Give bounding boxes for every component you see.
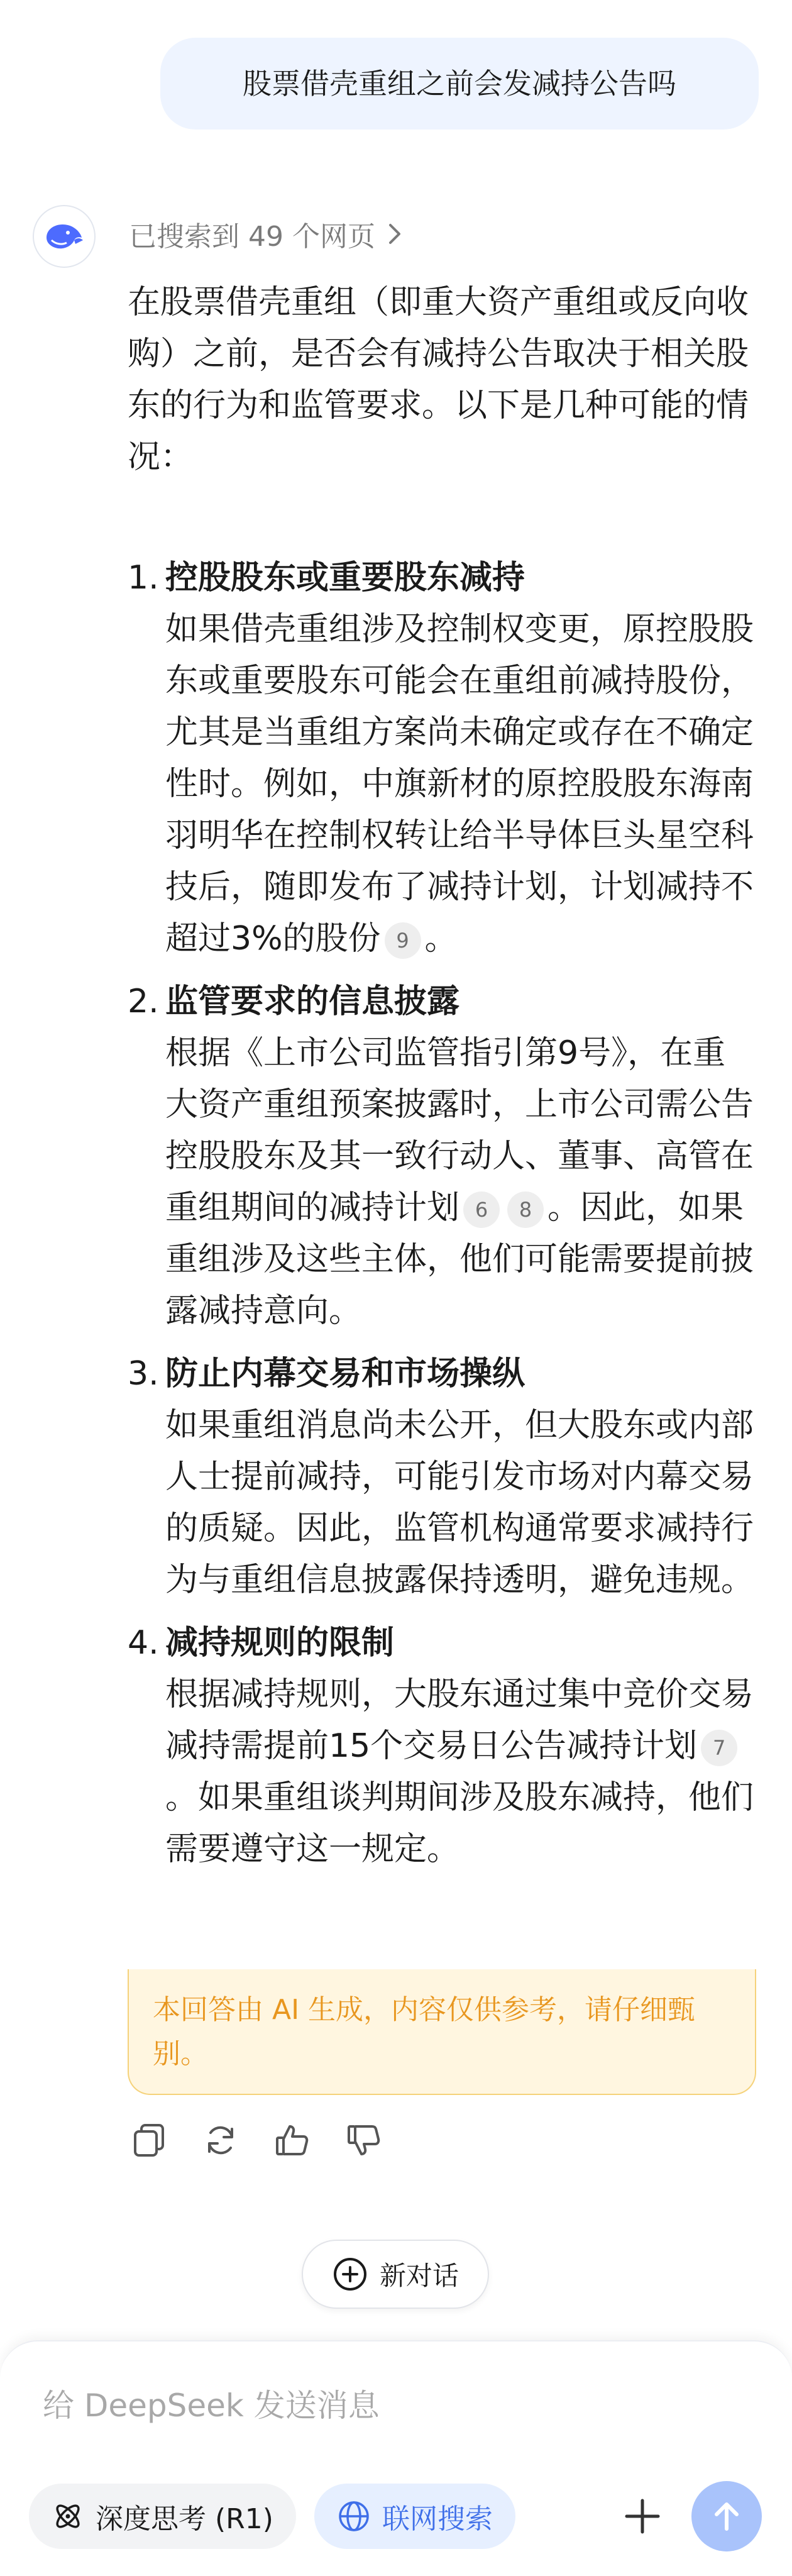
list-item xyxy=(128,1348,756,1606)
ai-disclaimer-text: 本回答由 AI 生成，内容仅供参考，请仔细甄别。 xyxy=(153,1994,696,2070)
regenerate-icon xyxy=(202,2121,239,2159)
citation-badge[interactable]: 9 xyxy=(385,922,421,959)
web-search-label: 联网搜索 xyxy=(382,2503,493,2535)
search-results-label: 已搜索到 49 个网页 xyxy=(129,221,375,253)
arrow-up-icon xyxy=(708,2497,745,2535)
list-item xyxy=(128,552,756,965)
list-item xyxy=(128,976,756,1337)
list-item-title: 监管要求的信息披露 xyxy=(165,983,460,1020)
deep-think-toggle[interactable] xyxy=(29,2484,296,2549)
list-item-number: 4. xyxy=(128,1624,159,1662)
whale-logo-icon xyxy=(43,219,85,254)
thumbs-down-icon xyxy=(345,2121,383,2159)
list-item-title: 减持规则的限制 xyxy=(165,1624,395,1662)
list-item-number: 1. xyxy=(128,559,159,597)
message-composer xyxy=(0,2340,792,2576)
answer-list xyxy=(128,552,756,1875)
list-item-body: 如果重组消息尚未公开，但大股东或内部人士提前减持，可能引发市场对内幕交易的质疑。因此，监管机构通常要求减持行为与重组信息披露保持透明，避免违规。 xyxy=(165,1407,754,1599)
plus-circle-icon xyxy=(332,2256,368,2292)
thumbs-down-button[interactable] xyxy=(344,2120,384,2160)
new-chat-label: 新对话 xyxy=(379,2260,459,2291)
send-button[interactable] xyxy=(691,2481,762,2551)
regenerate-button[interactable] xyxy=(201,2120,241,2160)
chevron-right-icon xyxy=(385,222,404,246)
ai-disclaimer-notice xyxy=(128,1969,756,2095)
citation-badge[interactable]: 6 xyxy=(463,1191,500,1228)
message-actions xyxy=(129,2120,384,2160)
copy-icon xyxy=(130,2121,168,2159)
thumbs-up-button[interactable] xyxy=(272,2120,312,2160)
citation-badge[interactable]: 7 xyxy=(701,1730,737,1766)
user-message-text: 股票借壳重组之前会发减持公告吗 xyxy=(243,67,676,101)
assistant-avatar xyxy=(33,205,96,268)
list-item-title: 控股股东或重要股东减持 xyxy=(165,559,525,597)
citation-badge[interactable]: 8 xyxy=(507,1191,544,1228)
deep-think-label: 深度思考 (R1) xyxy=(96,2503,273,2535)
list-item-body: 如果借壳重组涉及控制权变更，原控股股东或重要股东可能会在重组前减持股份，尤其是当重组方案尚未确定或存在不确定性时。例如，中旗新材的原控股股东海南羽明华在控制权转让给半导体巨头星空科技后，随即发布了减持计划，计划减持不超过3%的股份 9 。 xyxy=(165,611,754,958)
search-results-toggle[interactable] xyxy=(129,215,404,253)
plus-icon xyxy=(620,2494,664,2538)
thumbs-up-icon xyxy=(273,2121,311,2159)
assistant-answer xyxy=(128,277,756,1875)
user-message-bubble xyxy=(160,38,759,130)
list-item xyxy=(128,1617,756,1875)
message-input[interactable]: 给 DeepSeek 发送消息 xyxy=(43,2387,380,2424)
list-item-title: 防止内幕交易和市场操纵 xyxy=(165,1355,525,1393)
web-search-toggle[interactable] xyxy=(314,2484,515,2549)
list-item-body: 根据《上市公司监管指引第9号》，在重大资产重组预案披露时，上市公司需公告控股股东及其一致行动人、董事、高管在重组期间的减持计划 6 8 。因此，如果重组涉及这些主体，他们可能需要提前披露减持意向。 xyxy=(165,1034,754,1330)
copy-button[interactable] xyxy=(129,2120,169,2160)
new-chat-button[interactable] xyxy=(302,2240,489,2309)
attach-button[interactable] xyxy=(616,2490,669,2543)
list-item-number: 2. xyxy=(128,983,159,1020)
answer-intro: 在股票借壳重组（即重大资产重组或反向收购）之前，是否会有减持公告取决于相关股东的行为和监管要求。以下是几种可能的情况： xyxy=(128,284,749,476)
list-item-number: 3. xyxy=(128,1355,159,1393)
atom-icon xyxy=(52,2500,84,2533)
globe-icon xyxy=(337,2499,371,2533)
list-item-body: 根据减持规则，大股东通过集中竞价交易减持需提前15个交易日公告减持计划 7。如果重组谈判期间涉及股东减持，他们需要遵守这一规定。 xyxy=(165,1676,754,1868)
